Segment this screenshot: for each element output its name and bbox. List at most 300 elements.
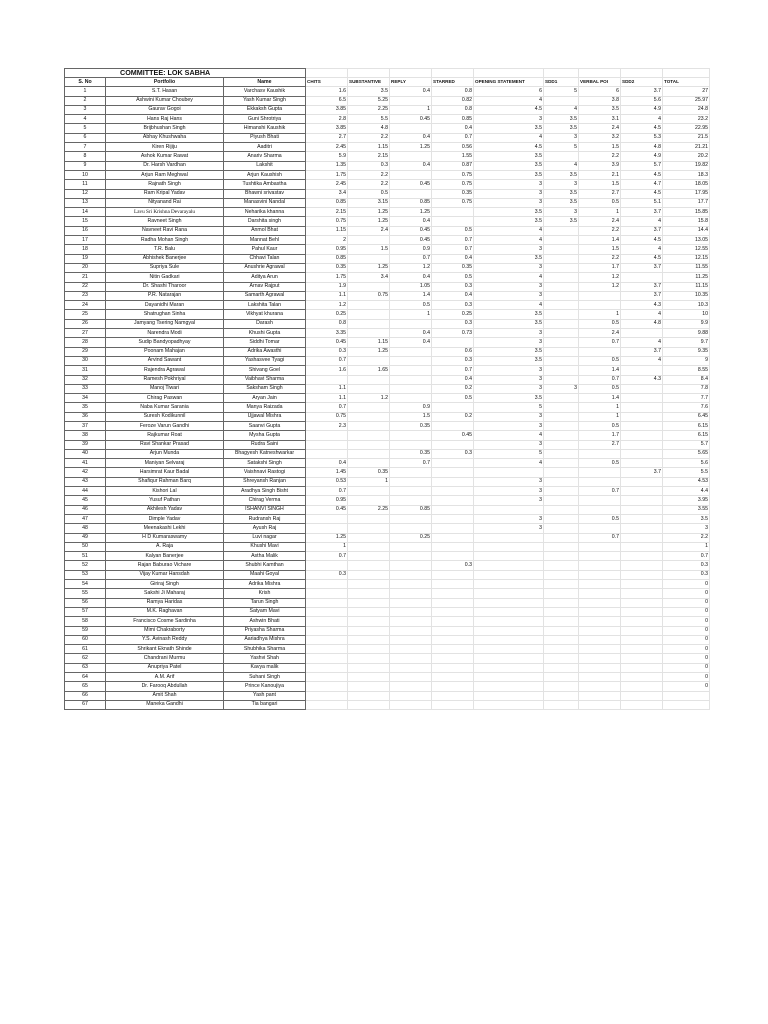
cell-total: 5.7 bbox=[663, 440, 710, 449]
cell-sno: 21 bbox=[65, 273, 106, 282]
cell-portfolio: P.R. Natarajan bbox=[106, 291, 224, 300]
table-row bbox=[65, 208, 710, 217]
cell-sdd2: 5.1 bbox=[621, 198, 663, 207]
cell-portfolio: Kiren Rijiju bbox=[106, 143, 224, 152]
cell-chits: 3.85 bbox=[306, 105, 348, 114]
cell-reply: 0.85 bbox=[390, 505, 432, 514]
cell-sdd1 bbox=[544, 691, 579, 700]
cell-name: Krish bbox=[224, 589, 306, 598]
cell-opening-statement bbox=[474, 570, 544, 579]
cell-sno: 61 bbox=[65, 645, 106, 654]
cell-reply bbox=[390, 514, 432, 523]
cell-starred bbox=[432, 403, 474, 412]
cell-name: Guni Shrotriya bbox=[224, 115, 306, 124]
cell-sno: 63 bbox=[65, 663, 106, 672]
cell-total: 11.15 bbox=[663, 282, 710, 291]
cell-verbal-poi bbox=[579, 580, 621, 589]
cell-portfolio: Maniyan Selvaraj bbox=[106, 459, 224, 468]
cell-starred bbox=[432, 440, 474, 449]
cell-sno: 25 bbox=[65, 310, 106, 319]
table-row bbox=[65, 254, 710, 263]
cell-substantive bbox=[348, 691, 390, 700]
cell-sdd1 bbox=[544, 338, 579, 347]
cell-sdd2 bbox=[621, 403, 663, 412]
table-row bbox=[65, 143, 710, 152]
table-row bbox=[65, 663, 710, 672]
cell-substantive: 0.75 bbox=[348, 291, 390, 300]
cell-sdd1 bbox=[544, 496, 579, 505]
cell-substantive bbox=[348, 589, 390, 598]
cell-name: Khushi Gupta bbox=[224, 329, 306, 338]
cell-sdd2: 3.7 bbox=[621, 87, 663, 96]
cell-sno: 4 bbox=[65, 115, 106, 124]
cell-total: 3.55 bbox=[663, 505, 710, 514]
cell-total: 9 bbox=[663, 356, 710, 365]
cell-chits: 0.8 bbox=[306, 319, 348, 328]
cell-sdd1 bbox=[544, 356, 579, 365]
cell-starred bbox=[432, 645, 474, 654]
cell-portfolio: S.T. Hasan bbox=[106, 87, 224, 96]
cell-substantive: 5.5 bbox=[348, 115, 390, 124]
cell-portfolio: Abhishek Banerjee bbox=[106, 254, 224, 263]
cell-sno: 31 bbox=[65, 366, 106, 375]
cell-opening-statement bbox=[474, 533, 544, 542]
cell-substantive bbox=[348, 580, 390, 589]
cell-sdd2 bbox=[621, 505, 663, 514]
cell-substantive bbox=[348, 533, 390, 542]
cell-sdd2 bbox=[621, 449, 663, 458]
cell-substantive: 0.35 bbox=[348, 468, 390, 477]
cell-total: 10.35 bbox=[663, 291, 710, 300]
cell-verbal-poi: 0.5 bbox=[579, 319, 621, 328]
cell-starred bbox=[432, 626, 474, 635]
cell-opening-statement: 3 bbox=[474, 198, 544, 207]
cell-reply bbox=[390, 580, 432, 589]
cell-opening-statement bbox=[474, 700, 544, 709]
cell-portfolio: Rajendra Agrawal bbox=[106, 366, 224, 375]
cell-portfolio: Feroze Varun Gandhi bbox=[106, 421, 224, 430]
cell-chits: 1.6 bbox=[306, 366, 348, 375]
cell-sdd1 bbox=[544, 319, 579, 328]
cell-starred bbox=[432, 542, 474, 551]
cell-substantive bbox=[348, 635, 390, 644]
cell-reply: 0.85 bbox=[390, 198, 432, 207]
cell-opening-statement: 3 bbox=[474, 189, 544, 198]
cell-verbal-poi: 3.5 bbox=[579, 105, 621, 114]
cell-starred: 0.82 bbox=[432, 96, 474, 105]
cell-total: 3.95 bbox=[663, 496, 710, 505]
cell-sdd2: 4.5 bbox=[621, 236, 663, 245]
cell-starred: 0.73 bbox=[432, 329, 474, 338]
cell-total: 0.7 bbox=[663, 552, 710, 561]
cell-name: Adrika Awasthi bbox=[224, 347, 306, 356]
cell-total: 1 bbox=[663, 542, 710, 551]
table-row bbox=[65, 552, 710, 561]
cell-substantive bbox=[348, 617, 390, 626]
cell-opening-statement bbox=[474, 654, 544, 663]
cell-sno: 11 bbox=[65, 180, 106, 189]
cell-opening-statement: 3.5 bbox=[474, 319, 544, 328]
cell-sno: 30 bbox=[65, 356, 106, 365]
cell-portfolio: Anupriya Patel bbox=[106, 663, 224, 672]
cell-sdd1 bbox=[544, 607, 579, 616]
cell-chits: 0.3 bbox=[306, 347, 348, 356]
cell-sno: 28 bbox=[65, 338, 106, 347]
cell-chits bbox=[306, 645, 348, 654]
cell-name: Luvi nagar bbox=[224, 533, 306, 542]
cell-sdd2: 4 bbox=[621, 115, 663, 124]
cell-sno: 27 bbox=[65, 329, 106, 338]
cell-total: 7.6 bbox=[663, 403, 710, 412]
cell-starred bbox=[432, 570, 474, 579]
cell-name: Lakshita Talan bbox=[224, 301, 306, 310]
cell-starred: 0.45 bbox=[432, 431, 474, 440]
cell-sdd2 bbox=[621, 524, 663, 533]
cell-sno: 34 bbox=[65, 394, 106, 403]
cell-verbal-poi bbox=[579, 663, 621, 672]
cell-substantive bbox=[348, 552, 390, 561]
cell-sno: 37 bbox=[65, 421, 106, 430]
cell-reply bbox=[390, 691, 432, 700]
cell-portfolio: Ashwini Kumar Choubey bbox=[106, 96, 224, 105]
cell-verbal-poi bbox=[579, 291, 621, 300]
cell-total: 5.65 bbox=[663, 449, 710, 458]
cell-chits bbox=[306, 691, 348, 700]
cell-portfolio: Ram Kripal Yadav bbox=[106, 189, 224, 198]
cell-reply bbox=[390, 366, 432, 375]
cell-reply: 0.9 bbox=[390, 403, 432, 412]
cell-opening-statement bbox=[474, 645, 544, 654]
cell-sdd1 bbox=[544, 542, 579, 551]
cell-substantive: 2.4 bbox=[348, 226, 390, 235]
cell-total: 6.45 bbox=[663, 412, 710, 421]
cell-verbal-poi: 2.7 bbox=[579, 440, 621, 449]
cell-sno: 66 bbox=[65, 691, 106, 700]
cell-reply: 0.7 bbox=[390, 459, 432, 468]
cell-opening-statement bbox=[474, 673, 544, 682]
cell-reply: 0.7 bbox=[390, 254, 432, 263]
cell-sdd1 bbox=[544, 375, 579, 384]
cell-substantive bbox=[348, 301, 390, 310]
cell-chits bbox=[306, 580, 348, 589]
cell-reply bbox=[390, 124, 432, 133]
cell-sno: 36 bbox=[65, 412, 106, 421]
cell-sno: 13 bbox=[65, 198, 106, 207]
cell-sdd2: 4 bbox=[621, 217, 663, 226]
cell-opening-statement: 4 bbox=[474, 226, 544, 235]
header-opening-statement: OPENING STATEMENT bbox=[474, 78, 544, 87]
cell-substantive: 1.25 bbox=[348, 208, 390, 217]
cell-substantive bbox=[348, 570, 390, 579]
cell-portfolio: Arvind Sawant bbox=[106, 356, 224, 365]
cell-substantive bbox=[348, 310, 390, 319]
cell-name: Yash pant bbox=[224, 691, 306, 700]
table-row bbox=[65, 124, 710, 133]
cell-total: 6.15 bbox=[663, 431, 710, 440]
cell-sdd2 bbox=[621, 682, 663, 691]
cell-reply bbox=[390, 356, 432, 365]
cell-opening-statement: 3 bbox=[474, 245, 544, 254]
cell-starred: 0.4 bbox=[432, 124, 474, 133]
cell-total: 20.2 bbox=[663, 152, 710, 161]
cell-chits bbox=[306, 700, 348, 709]
cell-reply bbox=[390, 561, 432, 570]
cell-starred: 0.5 bbox=[432, 394, 474, 403]
table-row bbox=[65, 440, 710, 449]
cell-reply: 0.45 bbox=[390, 115, 432, 124]
cell-verbal-poi: 1.7 bbox=[579, 263, 621, 272]
cell-name: Manya Raizada bbox=[224, 403, 306, 412]
committee-title: COMMITTEE: LOK SABHA bbox=[65, 69, 306, 78]
cell-substantive: 3.4 bbox=[348, 273, 390, 282]
cell-sdd1 bbox=[544, 310, 579, 319]
cell-sdd2 bbox=[621, 533, 663, 542]
cell-portfolio: Kishori Lal bbox=[106, 487, 224, 496]
cell-name: Vaibhavi Sharma bbox=[224, 375, 306, 384]
cell-sno: 48 bbox=[65, 524, 106, 533]
cell-sdd1 bbox=[544, 580, 579, 589]
cell-sno: 46 bbox=[65, 505, 106, 514]
cell-total: 15.85 bbox=[663, 208, 710, 217]
cell-reply: 0.45 bbox=[390, 236, 432, 245]
cell-sdd1 bbox=[544, 468, 579, 477]
cell-name: Shubhika Sharma bbox=[224, 645, 306, 654]
cell-reply bbox=[390, 607, 432, 616]
cell-verbal-poi: 1.5 bbox=[579, 245, 621, 254]
cell-substantive bbox=[348, 514, 390, 523]
cell-total: 18.3 bbox=[663, 170, 710, 179]
cell-name: Bhawni srivastav bbox=[224, 189, 306, 198]
cell-opening-statement: 3 bbox=[474, 487, 544, 496]
cell-total: 4.53 bbox=[663, 477, 710, 486]
cell-sdd1 bbox=[544, 291, 579, 300]
cell-chits: 3.35 bbox=[306, 329, 348, 338]
cell-total: 0 bbox=[663, 580, 710, 589]
cell-portfolio: Suresh Kodikunnil bbox=[106, 412, 224, 421]
cell-sdd2 bbox=[621, 663, 663, 672]
cell-verbal-poi bbox=[579, 449, 621, 458]
cell-chits bbox=[306, 440, 348, 449]
cell-reply bbox=[390, 487, 432, 496]
cell-substantive: 0.5 bbox=[348, 189, 390, 198]
table-row bbox=[65, 635, 710, 644]
cell-sdd1 bbox=[544, 412, 579, 421]
cell-starred bbox=[432, 487, 474, 496]
cell-sdd1: 3.5 bbox=[544, 115, 579, 124]
cell-verbal-poi bbox=[579, 477, 621, 486]
cell-sdd1: 3.5 bbox=[544, 189, 579, 198]
cell-total: 3 bbox=[663, 524, 710, 533]
cell-total: 0 bbox=[663, 635, 710, 644]
header-verbal-poi: VERBAL POI bbox=[579, 78, 621, 87]
cell-verbal-poi bbox=[579, 682, 621, 691]
table-row bbox=[65, 226, 710, 235]
cell-total: 12.15 bbox=[663, 254, 710, 263]
cell-sno: 5 bbox=[65, 124, 106, 133]
cell-substantive: 2.25 bbox=[348, 105, 390, 114]
cell-reply bbox=[390, 347, 432, 356]
cell-opening-statement: 5 bbox=[474, 403, 544, 412]
header-reply: REPLY bbox=[390, 78, 432, 87]
cell-sdd2: 4.8 bbox=[621, 143, 663, 152]
cell-sno: 3 bbox=[65, 105, 106, 114]
cell-substantive bbox=[348, 561, 390, 570]
table-row bbox=[65, 477, 710, 486]
cell-portfolio: Radha Mohan Singh bbox=[106, 236, 224, 245]
cell-starred: 0.35 bbox=[432, 263, 474, 272]
cell-starred bbox=[432, 700, 474, 709]
cell-chits: 0.7 bbox=[306, 552, 348, 561]
table-row bbox=[65, 263, 710, 272]
cell-sno: 65 bbox=[65, 682, 106, 691]
table-row bbox=[65, 189, 710, 198]
cell-total: 0.3 bbox=[663, 570, 710, 579]
cell-reply bbox=[390, 170, 432, 179]
cell-reply: 1.25 bbox=[390, 208, 432, 217]
cell-sdd2: 3.7 bbox=[621, 208, 663, 217]
cell-portfolio: Francisco Cosme Sardinha bbox=[106, 617, 224, 626]
table-row bbox=[65, 366, 710, 375]
cell-verbal-poi: 0.7 bbox=[579, 375, 621, 384]
cell-total: 0 bbox=[663, 589, 710, 598]
cell-portfolio: Kalyan Banerjee bbox=[106, 552, 224, 561]
cell-total: 7.8 bbox=[663, 384, 710, 393]
cell-portfolio: Ravneet Singh bbox=[106, 217, 224, 226]
cell-substantive: 2.2 bbox=[348, 133, 390, 142]
cell-sdd1: 3 bbox=[544, 384, 579, 393]
cell-sdd1 bbox=[544, 152, 579, 161]
cell-total: 10 bbox=[663, 310, 710, 319]
cell-total: 17.7 bbox=[663, 198, 710, 207]
cell-reply: 1.5 bbox=[390, 412, 432, 421]
cell-sdd2: 4 bbox=[621, 338, 663, 347]
cell-sdd2 bbox=[621, 431, 663, 440]
table-row bbox=[65, 449, 710, 458]
cell-substantive bbox=[348, 431, 390, 440]
cell-chits bbox=[306, 514, 348, 523]
cell-name: Satyam Mavi bbox=[224, 607, 306, 616]
cell-portfolio: Jamyang Tsering Namgyal bbox=[106, 319, 224, 328]
cell-total: 17.95 bbox=[663, 189, 710, 198]
cell-total: 21.21 bbox=[663, 143, 710, 152]
cell-portfolio: Rajan Baburao Vichare bbox=[106, 561, 224, 570]
cell-name: Kavya malik bbox=[224, 663, 306, 672]
cell-sdd1 bbox=[544, 347, 579, 356]
cell-name: Shivang Goel bbox=[224, 366, 306, 375]
cell-sdd2 bbox=[621, 570, 663, 579]
cell-sno: 55 bbox=[65, 589, 106, 598]
cell-substantive: 1.5 bbox=[348, 245, 390, 254]
cell-sno: 1 bbox=[65, 87, 106, 96]
cell-portfolio: Shrikant Eknath Shinde bbox=[106, 645, 224, 654]
cell-sdd1 bbox=[544, 226, 579, 235]
cell-starred bbox=[432, 552, 474, 561]
cell-portfolio: Mimi Chakraborty bbox=[106, 626, 224, 635]
cell-starred bbox=[432, 421, 474, 430]
cell-sdd1: 3.5 bbox=[544, 198, 579, 207]
cell-portfolio: Ramesh Pokhriyal bbox=[106, 375, 224, 384]
cell-reply bbox=[390, 673, 432, 682]
cell-opening-statement: 3.5 bbox=[474, 170, 544, 179]
cell-portfolio: Maneka Gandhi bbox=[106, 700, 224, 709]
cell-name: Aariadhya Mishra bbox=[224, 635, 306, 644]
cell-starred bbox=[432, 524, 474, 533]
cell-reply: 1 bbox=[390, 310, 432, 319]
cell-portfolio: Gaurav Gogoi bbox=[106, 105, 224, 114]
table-row bbox=[65, 319, 710, 328]
header-chits: CHITS bbox=[306, 78, 348, 87]
cell-reply: 0.4 bbox=[390, 329, 432, 338]
cell-chits: 1.9 bbox=[306, 282, 348, 291]
cell-name: Yash Kumar Singh bbox=[224, 96, 306, 105]
cell-starred bbox=[432, 217, 474, 226]
cell-sno: 29 bbox=[65, 347, 106, 356]
cell-sdd1 bbox=[544, 617, 579, 626]
table-row bbox=[65, 431, 710, 440]
cell-reply: 1 bbox=[390, 105, 432, 114]
cell-sdd2 bbox=[621, 673, 663, 682]
cell-sdd1 bbox=[544, 263, 579, 272]
cell-reply bbox=[390, 440, 432, 449]
cell-sno: 64 bbox=[65, 673, 106, 682]
cell-starred: 0.3 bbox=[432, 356, 474, 365]
cell-name: Aradhya Singh Bisht bbox=[224, 487, 306, 496]
cell-sdd1 bbox=[544, 654, 579, 663]
cell-sdd1: 5 bbox=[544, 87, 579, 96]
cell-sdd2 bbox=[621, 561, 663, 570]
cell-starred: 1.55 bbox=[432, 152, 474, 161]
cell-opening-statement bbox=[474, 617, 544, 626]
cell-verbal-poi: 1.2 bbox=[579, 273, 621, 282]
cell-chits: 6.5 bbox=[306, 96, 348, 105]
cell-substantive: 2.2 bbox=[348, 180, 390, 189]
cell-sdd2 bbox=[621, 598, 663, 607]
cell-sdd1 bbox=[544, 552, 579, 561]
cell-chits: 0.95 bbox=[306, 245, 348, 254]
cell-sdd2: 4.5 bbox=[621, 189, 663, 198]
cell-sdd2: 5.3 bbox=[621, 133, 663, 142]
cell-verbal-poi: 3.9 bbox=[579, 161, 621, 170]
cell-name: Tarun Singh bbox=[224, 598, 306, 607]
cell-sdd2: 4.3 bbox=[621, 301, 663, 310]
cell-starred: 0.75 bbox=[432, 170, 474, 179]
cell-starred: 0.7 bbox=[432, 236, 474, 245]
cell-reply bbox=[390, 496, 432, 505]
cell-substantive bbox=[348, 440, 390, 449]
cell-portfolio: Shatrughan Sinha bbox=[106, 310, 224, 319]
cell-sdd1 bbox=[544, 626, 579, 635]
cell-opening-statement: 3.5 bbox=[474, 217, 544, 226]
table-row bbox=[65, 496, 710, 505]
cell-opening-statement: 3 bbox=[474, 338, 544, 347]
cell-verbal-poi: 0.7 bbox=[579, 338, 621, 347]
cell-verbal-poi: 3.2 bbox=[579, 133, 621, 142]
cell-total: 14.4 bbox=[663, 226, 710, 235]
cell-sdd2 bbox=[621, 487, 663, 496]
cell-sdd2: 3.7 bbox=[621, 263, 663, 272]
cell-sno: 15 bbox=[65, 217, 106, 226]
cell-name: Piyush Bhati bbox=[224, 133, 306, 142]
cell-verbal-poi bbox=[579, 347, 621, 356]
cell-total: 10.3 bbox=[663, 301, 710, 310]
cell-reply: 0.5 bbox=[390, 301, 432, 310]
table-row bbox=[65, 533, 710, 542]
cell-opening-statement: 4 bbox=[474, 96, 544, 105]
cell-substantive: 1.65 bbox=[348, 366, 390, 375]
cell-starred: 0.8 bbox=[432, 87, 474, 96]
table-row bbox=[65, 375, 710, 384]
cell-starred: 0.3 bbox=[432, 319, 474, 328]
